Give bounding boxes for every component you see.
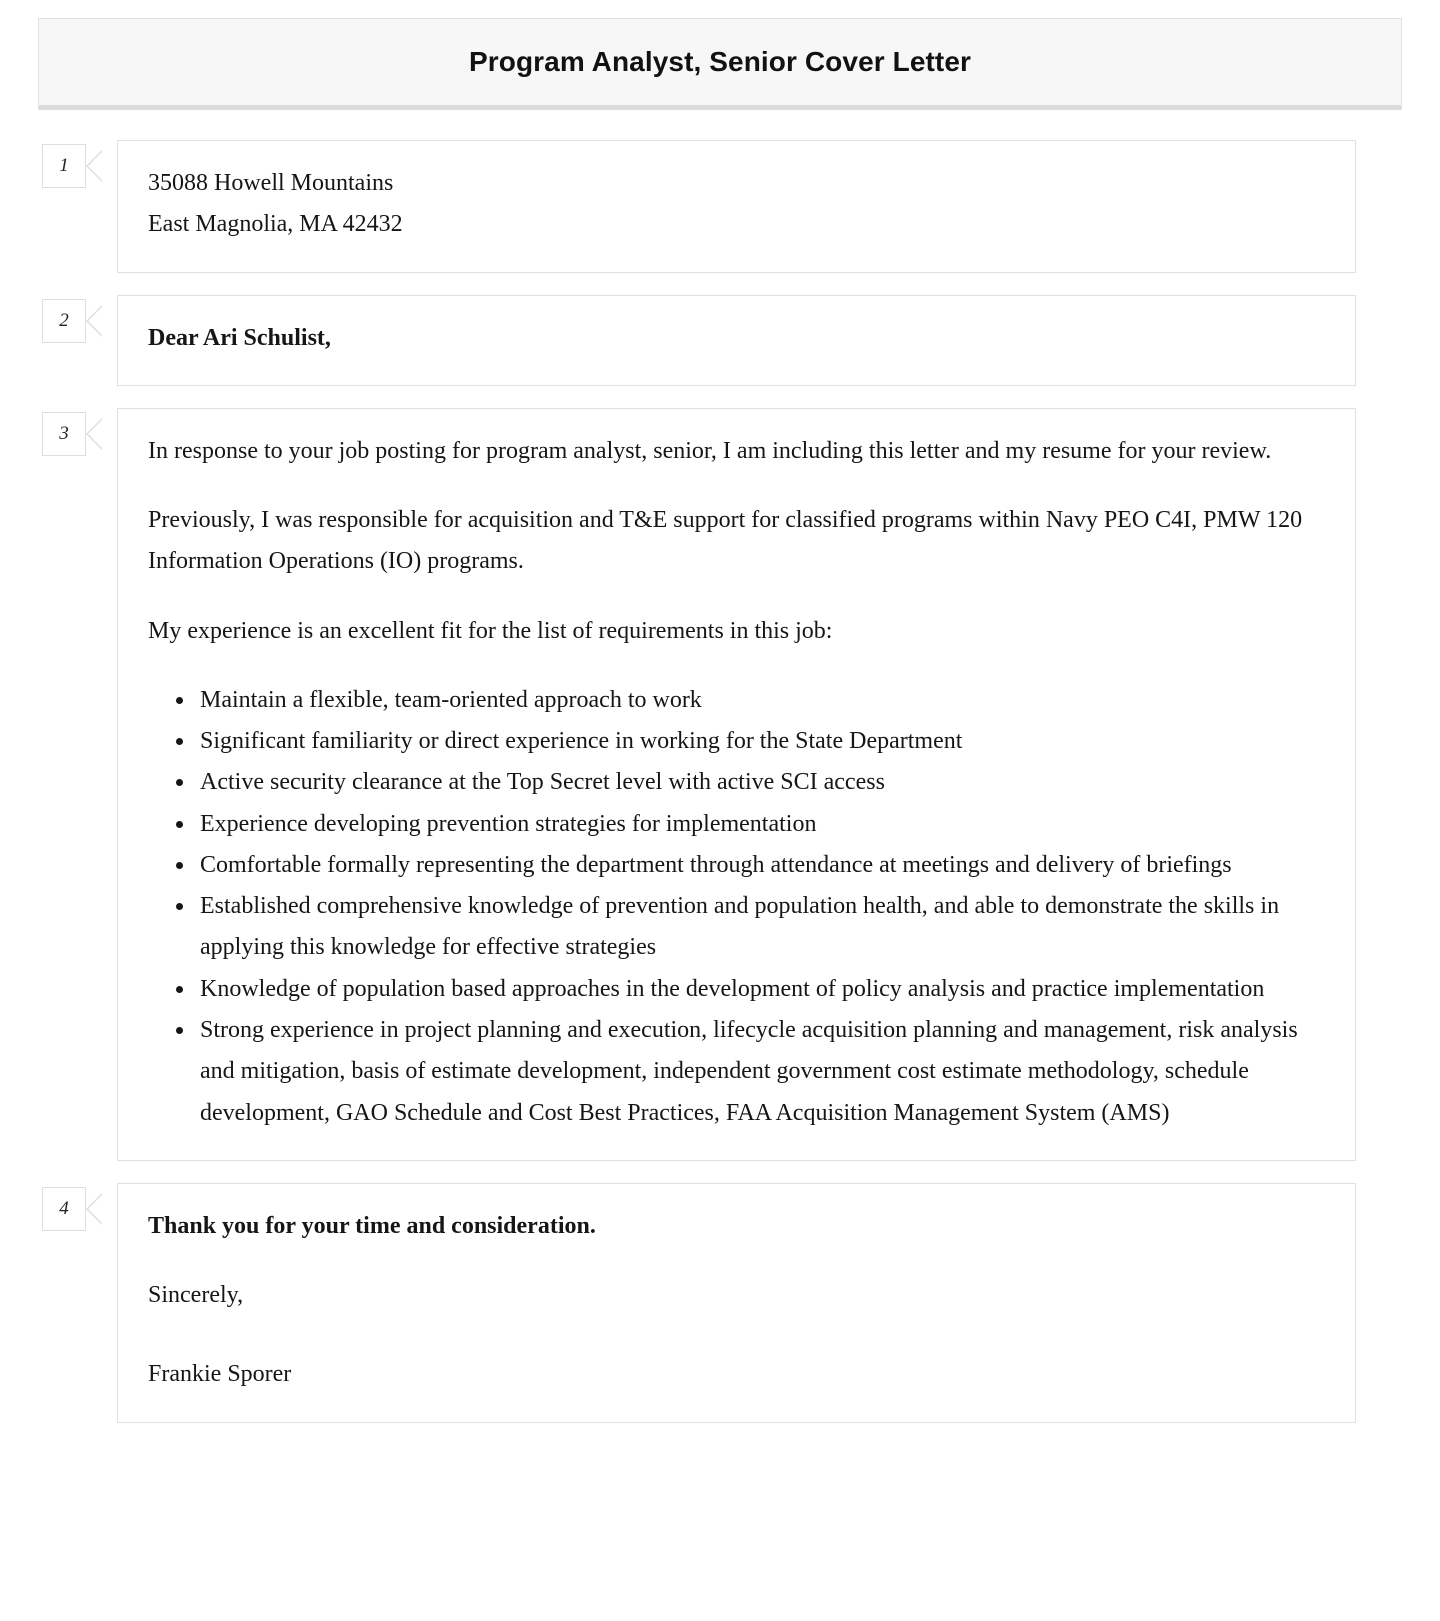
list-item: • Strong experience in project planning and execution, lifecycle acquisition planning and management, risk analysis and mitigation, basis of estimate development, independent government cost estimate methodology, schedule development, GAO Schedule and Cost Best Practices, FAA Acquisition Management System (AMS) xyxy=(196,1010,1325,1134)
address-line-2: East Magnolia, MA 42432 xyxy=(148,211,403,238)
list-item: • Established comprehensive knowledge of prevention and population health, and able to demonstrate the skills in applying this knowledge for effective strategies xyxy=(196,886,1325,969)
list-item: • Active security clearance at the Top Secret level with active SCI access xyxy=(196,762,1325,803)
body-paragraph-2: Previously, I was responsible for acquisition and T&E support for classified programs within Navy PEO C4I, PMW 120 Information Operations (IO) programs. xyxy=(148,507,1303,575)
list-item: • Significant familiarity or direct experience in working for the State Department xyxy=(196,721,1325,762)
section-number-badge: 2 xyxy=(42,299,86,343)
letter-section-closing xyxy=(0,1183,1440,1423)
list-item: • Maintain a flexible, team-oriented approach to work xyxy=(196,680,1325,721)
section-number-badge: 4 xyxy=(42,1187,86,1231)
page-title: Program Analyst, Senior Cover Letter xyxy=(468,46,972,77)
letter-sections xyxy=(0,110,1440,1423)
list-item: • Knowledge of population based approaches in the development of policy analysis and practice implementation xyxy=(196,969,1325,1010)
callout-notch-icon xyxy=(86,408,117,1161)
closing-card[interactable] xyxy=(117,1183,1356,1423)
document-header xyxy=(38,18,1402,110)
requirements-list xyxy=(148,680,1325,1134)
letter-section-salutation xyxy=(0,295,1440,386)
thank-you-text: Thank you for your time and consideration. xyxy=(148,1212,596,1239)
callout-notch-icon xyxy=(86,295,117,386)
body-paragraph-1: In response to your job posting for program analyst, senior, I am including this letter and my resume for your review. xyxy=(148,437,1272,464)
callout-notch-icon xyxy=(86,1183,117,1423)
signature-name: Frankie Sporer xyxy=(148,1361,292,1388)
list-item: • Experience developing prevention strategies for implementation xyxy=(196,804,1325,845)
letter-section-body xyxy=(0,408,1440,1161)
section-number-badge: 1 xyxy=(42,144,86,188)
address-line-1: 35088 Howell Mountains xyxy=(148,170,394,196)
letter-section-address xyxy=(0,140,1440,273)
signature-spacer xyxy=(148,1344,1325,1354)
closing-text: Sincerely, xyxy=(148,1282,244,1309)
callout-notch-icon xyxy=(86,140,117,273)
salutation-text: Dear Ari Schulist, xyxy=(148,324,331,351)
body-paragraph-3: My experience is an excellent fit for the list of requirements in this job: xyxy=(148,617,833,644)
section-number-badge: 3 xyxy=(42,412,86,456)
body-card[interactable] xyxy=(117,408,1356,1161)
salutation-card[interactable] xyxy=(117,295,1356,386)
address-card[interactable] xyxy=(117,140,1356,273)
list-item: • Comfortable formally representing the department through attendance at meetings and delivery of briefings xyxy=(196,845,1325,886)
